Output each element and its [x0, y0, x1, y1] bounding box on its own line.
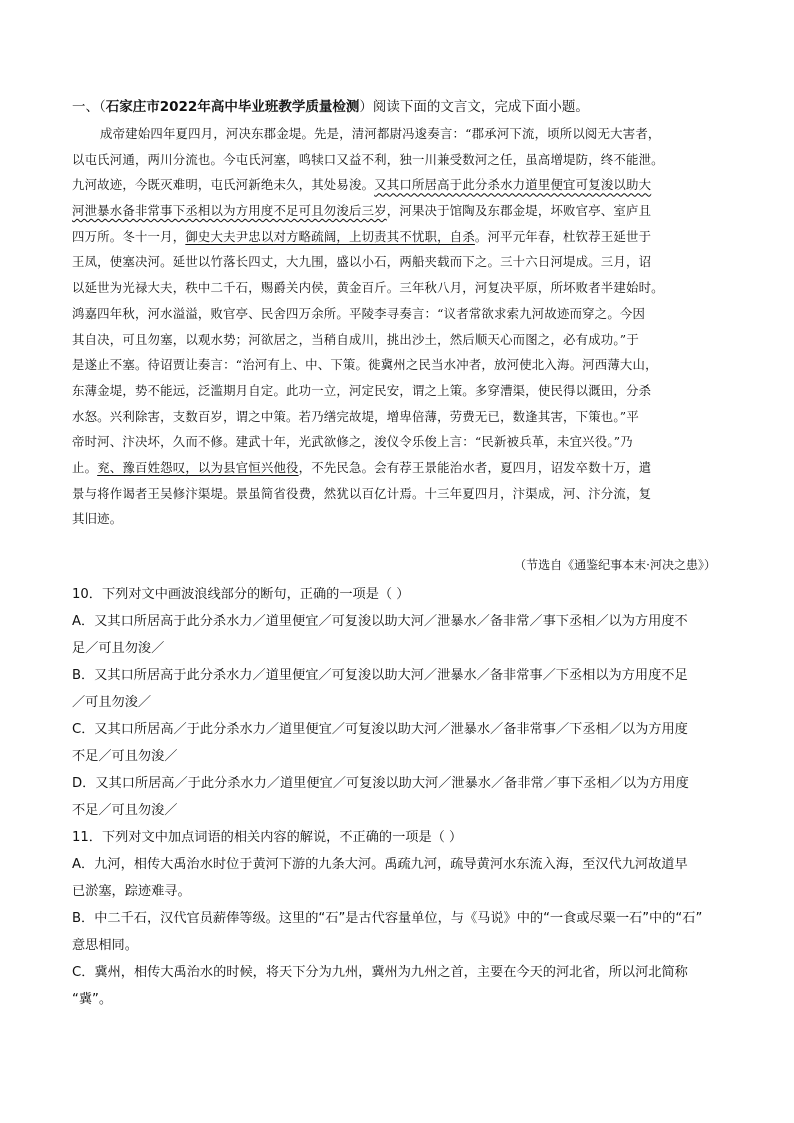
passage-line: 以屯氏河通，两川分流也。今屯氏河塞，鸣犊口又益不利，独一川兼受数河之任，虽高增堤防，终不能泄。: [72, 151, 664, 167]
question-stem: 11．下列对文中加点词语的相关内容的解说，不正确的一项是（ ）: [72, 830, 463, 845]
option-d: D．又其口所居高／于此分杀水力／道里便宜／可复浚以助大河／泄暴水／备非常／事下丞相／以为方用度: [72, 776, 689, 791]
option-a-cont: 已淤塞，踪迹难寻。: [72, 884, 191, 899]
passage-line: 帝时河、汴决坏，久而不修。建武十年，光武欲修之，浚仪令乐俊上言：“民新被兵革，未宜兴役。”乃: [72, 434, 633, 450]
passage-source: （节选自《通鉴纪事本末·河决之患》）: [514, 558, 716, 572]
underlined-text: 兖、豫百姓怨叹，以为县官恒兴他役: [97, 459, 299, 475]
passage-line: 是遂止不塞。待诏贾让奏言：“治河有上、中、下策。徙冀州之民当水冲者，放河使北入海。河西薄大山，: [72, 357, 658, 373]
heading-instruction: ）阅读下面的文言文，完成下面小题。: [359, 99, 589, 115]
passage-line: 水怒。兴利除害，支数百岁，谓之中策。若乃缮完故堤，增卑倍薄，劳费无已，数逢其害，下策也。”平: [72, 408, 639, 424]
passage-line: 王凤，使塞决河。延世以竹落长四丈，大九围，盛以小石，两船夹载而下之。三十六日河堤成。三月，诏: [72, 254, 652, 270]
question-10: [72, 581, 724, 824]
option-b: B．中二千石，汉代官员薪俸等级。这里的“石”是古代容量单位，与《马说》中的“一食或尽粟一石”中的“石”: [72, 911, 703, 926]
wavy-underlined-text: 又其口所居高于此分杀水力道里便宜可复浚以助大: [374, 177, 652, 193]
passage-line: 止。兖、豫百姓怨叹，以为县官恒兴他役，不先民急。会有荐王景能治水者，夏四月，诏发卒数十万，遣: [72, 459, 652, 475]
passage-line: 其自决，可且勿塞，以观水势；河欲居之，当稍自成川，挑出沙土，然后顺天心而图之，必有成功。”于: [72, 331, 639, 347]
passage-line: 河泄暴水备非常事下丞相以为方用度不足可且勿浚后三岁，河果决于馆陶及东郡金堤，坏败官亭、室庐且: [72, 203, 652, 219]
question-11: [72, 824, 724, 1013]
passage-line: 景与将作谒者王吴修汴渠堤。景虽简省役费，然犹以百亿计焉。十三年夏四月，汴渠成，河、汴分流，复: [72, 485, 652, 501]
option-c: C．又其口所居高／于此分杀水力／道里便宜／可复浚以助大河／泄暴水／备非常事／下丞相／以为方用度: [72, 722, 688, 737]
passage-line: 以延世为光禄大夫，秩中二千石，赐爵关内侯，黄金百斤。三年秋八月，河复决平原，所坏败者半建始时。: [72, 280, 664, 296]
option-c: C．冀州，相传大禹治水的时候，将天下分为九州，冀州为九州之首，主要在今天的河北省，所以河北简称: [72, 965, 688, 980]
option-b-cont: 意思相同。: [72, 938, 138, 953]
heading-prefix: 一、（: [72, 99, 106, 115]
underlined-text: 御史大夫尹忠以对方略疏阔，上切责其不忧职，自杀: [185, 228, 475, 244]
heading-source: 石家庄市2022年高中毕业班教学质量检测: [105, 99, 360, 115]
passage-line: 四万所。冬十一月，御史大夫尹忠以对方略疏阔，上切责其不忧职，自杀。河平元年春，杜钦荐王延世于: [72, 228, 652, 244]
question-stem: 10．下列对文中画波浪线部分的断句，正确的一项是（ ）: [72, 587, 410, 602]
passage-line: 东薄金堤，势不能远，泛滥期月自定。此功一立，河定民安，谓之上策。多穿漕渠，使民得以溉田，分杀: [72, 382, 652, 398]
option-b: B．又其口所居高于此分杀水力／道里便宜／可复浚以助大河／泄暴水／备非常事／下丞相以为方用度不足: [72, 668, 688, 683]
option-c-cont: 不足／可且勿浚／: [72, 749, 178, 764]
wavy-underlined-text: 河泄暴水备非常事下丞相以为方用度不足可且勿浚后三岁: [72, 203, 387, 219]
option-c-cont: “冀”。: [72, 992, 113, 1007]
passage-line: 其旧迹。: [72, 511, 123, 527]
option-d-cont: 不足／可且勿浚／: [72, 803, 178, 818]
passage-line: 成帝建始四年夏四月，河决东郡金堤。先是，清河都尉冯逡奏言：“郡承河下流，顷所以阅无大害者，: [100, 126, 661, 141]
classical-passage: [72, 121, 724, 532]
option-a: A．九河，相传大禹治水时位于黄河下游的九条大河。禹疏九河，疏导黄河水东流入海，至汉代九河故道早: [72, 857, 688, 872]
option-a-cont: 足／可且勿浚／: [72, 641, 165, 656]
passage-line: 九河故迹，今既灭难明，屯氏河新绝未久，其处易浚。又其口所居高于此分杀水力道里便宜可复浚以助大: [72, 177, 652, 193]
section-heading: [72, 97, 732, 117]
option-a: A．又其口所居高于此分杀水力／道里便宜／可复浚以助大河／泄暴水／备非常／事下丞相／以为方用度不: [72, 614, 688, 629]
passage-line: 鸿嘉四年秋，河水溢溢，败官亭、民舍四万余所。平陵李寻奏言：“议者常欲求索九河故迹而穿之。今因: [72, 305, 646, 321]
option-b-cont: ／可且勿浚／: [72, 695, 152, 710]
